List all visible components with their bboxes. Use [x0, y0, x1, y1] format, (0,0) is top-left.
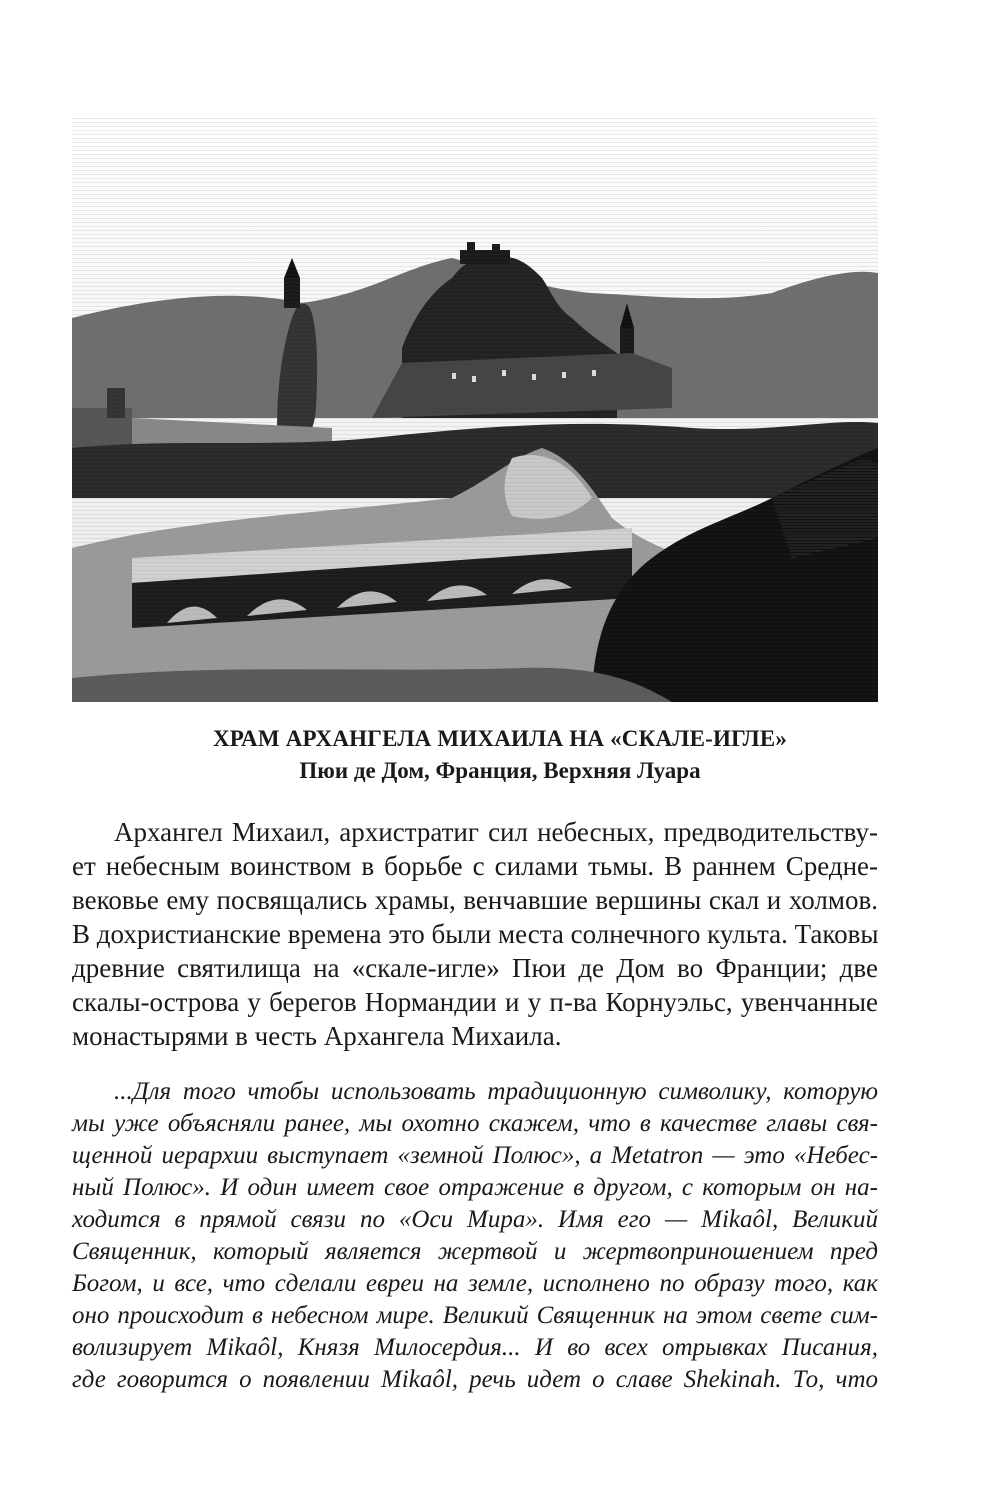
paragraph-line: древние святилища на «скале-игле» Пюи де Дом во Франции; две: [72, 953, 878, 983]
quote-line: щенной иерархии выступает «земной Полюс», а Metatron — это «Небес-: [72, 1142, 878, 1169]
paragraph-line: В дохристианские времена это были места солнечного культа. Таковы: [72, 919, 879, 949]
quote-line: мы уже объясняли ранее, мы охотно скажем, что в качестве главы свя-: [72, 1110, 878, 1137]
quote-line: где говорится о появлении Mikaôl, речь идет о славе Shekinah. То, что: [72, 1366, 878, 1393]
quote-line: Богом, и все, что сделали евреи на земле, исполнено по образу того, как: [72, 1270, 878, 1297]
quote-line: Священник, который является жертвой и жертвоприношением пред: [72, 1238, 878, 1265]
paragraph-line: монастырями в честь Архангела Михаила.: [72, 1021, 562, 1051]
quote-line: оно происходит в небесном мире. Великий Священник на этом свете сим-: [72, 1302, 878, 1329]
quote-line: ный Полюс». И один имеет свое отражение в другом, с которым он на-: [72, 1174, 878, 1201]
paragraph-line: скалы-острова у берегов Нормандии и у п-ва Корнуэльс, увенчанные: [72, 987, 878, 1017]
quote-line: ...Для того чтобы использовать традиционную символику, которую: [114, 1078, 878, 1105]
caption-title: ХРАМ АРХАНГЕЛА МИХАИЛА НА «СКАЛЕ-ИГЛЕ»: [212, 726, 788, 751]
caption-subtitle: Пюи де Дом, Франция, Верхняя Луара: [299, 758, 701, 783]
paragraph-line: Архангел Михаил, архистратиг сил небесных, предводительству-: [114, 817, 878, 847]
engraving-illustration: [72, 118, 878, 702]
paragraph-line: ет небесным воинством в борьбе с силами тьмы. В раннем Средне-: [72, 851, 878, 881]
quote-line: волизирует Mikaôl, Князя Милосердия... И во всех отрывках Писания,: [72, 1334, 878, 1361]
paragraph-line: вековье ему посвящались храмы, венчавшие вершины скал и холмов.: [72, 885, 878, 915]
quote-line: ходится в прямой связи по «Оси Мира». Имя его — Mikaôl, Великий: [72, 1206, 878, 1233]
